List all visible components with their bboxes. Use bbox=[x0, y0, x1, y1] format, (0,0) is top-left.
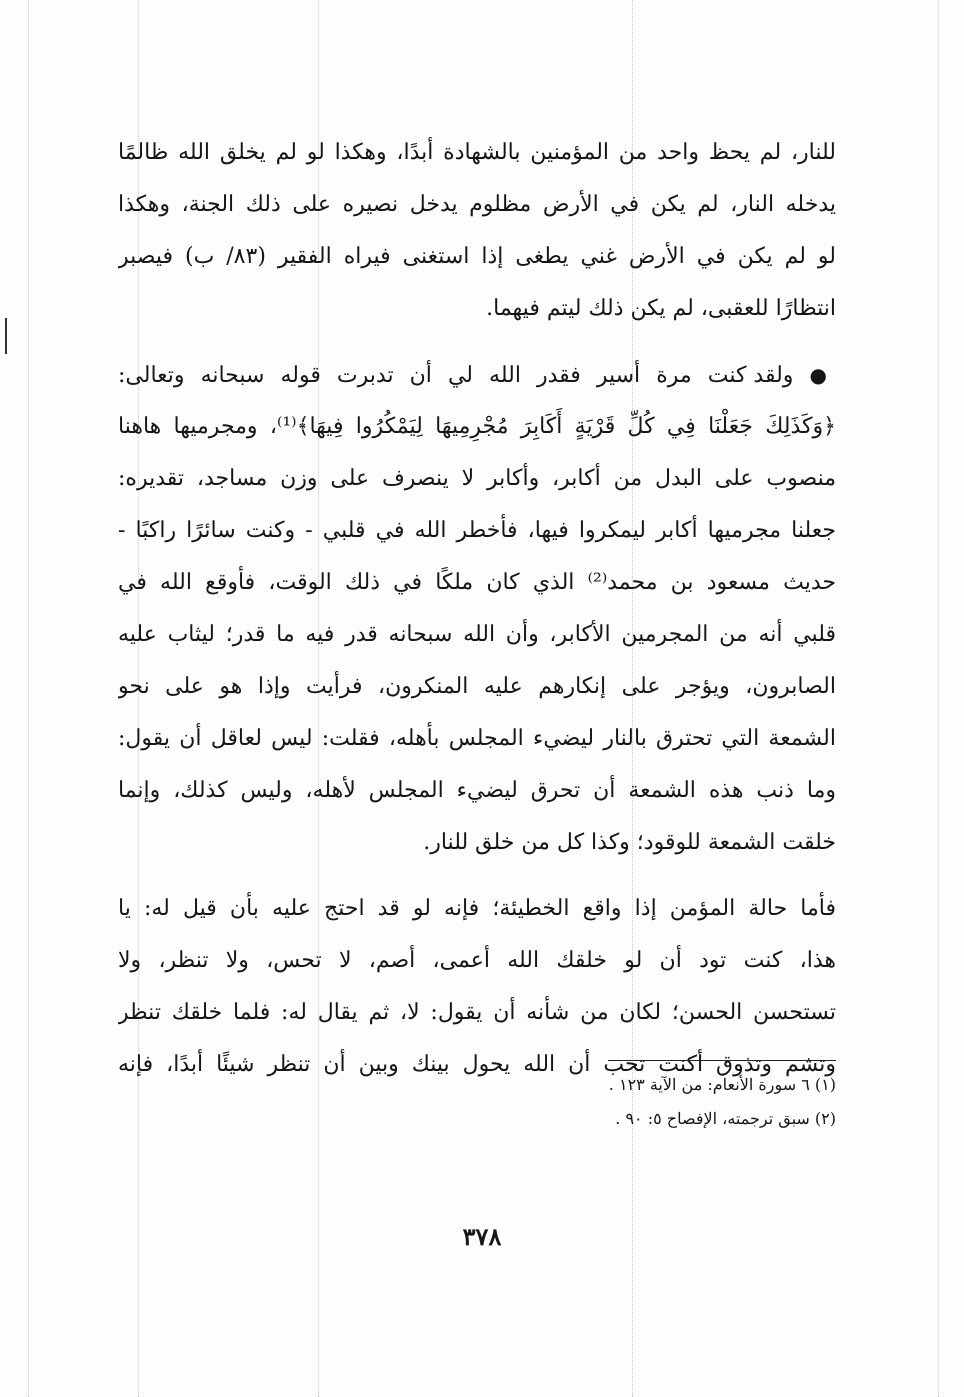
footnote-divider bbox=[608, 1060, 836, 1061]
text-line-content: ولقد كنت مرة أسير فقدر الله لي أن تدبرت قوله سبحانه وتعالى: bbox=[118, 363, 794, 388]
bullet-icon: ● bbox=[809, 363, 836, 387]
text-line: فأما حالة المؤمن إذا واقع الخطيئة؛ فإنه لو قد احتج عليه بأن قيل له: يا bbox=[118, 896, 836, 921]
text-line: الشمعة التي تحترق بالنار ليضيء المجلس بأهله، فقلت: ليس لعاقل أن يقول: bbox=[118, 726, 836, 751]
text-line: تستحسن الحسن؛ لكان من شأنه أن يقول: لا، ثم يقال له: فلما خلقك تنظر bbox=[118, 1000, 836, 1025]
footnotes bbox=[118, 1068, 836, 1136]
text-line: انتظارًا للعقبى، لم يكن ذلك ليتم فيهما. bbox=[486, 296, 836, 321]
text-line: للنار، لم يحظ واحد من المؤمنين بالشهادة أبدًا، وهكذا لو لم يخلق الله ظالمًا bbox=[118, 140, 836, 165]
scan-dotted-line bbox=[28, 0, 29, 1397]
page-number: ٣٧٨ bbox=[462, 1222, 502, 1251]
text-line: جعلنا مجرميها أكابر ليمكروا فيها، فأخطر الله في قلبي - وكنت سائرًا راكبًا - bbox=[118, 518, 836, 543]
text-line: وما ذنب هذه الشمعة أن تحرق ليضيء المجلس لأهله، وليس كذلك، وإنما bbox=[118, 778, 836, 803]
text-line: حديث مسعود بن محمد⁽²⁾ الذي كان ملكًا في ذلك الوقت، فأوقع الله في bbox=[118, 570, 836, 595]
text-line: هذا، كنت تود أن لو خلقك الله أعمى، أصم، لا تحس، ولا تنظر، ولا bbox=[118, 948, 836, 973]
text-line: قلبي أنه من المجرمين الأكابر، وأن الله سبحانه قدر فيه ما قدر؛ ليثاب عليه bbox=[118, 622, 836, 647]
quran-verse-line: ﴿وَكَذَلِكَ جَعَلْنَا فِي كُلِّ قَرْيَةٍ أَكَابِرَ مُجْرِمِيهَا لِيَمْكُرُوا فِيهَا﴾⁽¹⁾، ومجرميها هاهنا bbox=[118, 414, 836, 439]
text-line: خلقت الشمعة للوقود؛ وكذا كل من خلق للنار. bbox=[423, 830, 836, 855]
text-line: وتشم وتذوق أكنت تحب أن الله يحول بينك وبين أن تنظر شيئًا أبدًا، فإنه bbox=[118, 1052, 836, 1077]
footnote: (١) ٦ سورة الأنعام: من الآية ١٢٣ . bbox=[608, 1075, 836, 1094]
text-line bbox=[118, 349, 836, 401]
margin-mark bbox=[5, 318, 7, 354]
main-text bbox=[118, 127, 836, 1091]
text-line: الصابرون، ويؤجر على إنكارهم عليه المنكرون، فرأيت وإذا هو على نحو bbox=[118, 674, 836, 699]
scan-dotted-line bbox=[938, 0, 939, 1397]
footnote: (٢) سبق ترجمته، الإفصاح ٥: ٩٠ . bbox=[615, 1109, 836, 1128]
text-line: يدخله النار، لم يكن في الأرض مظلوم يدخل نصيره على ذلك الجنة، وهكذا bbox=[118, 192, 836, 217]
text-line: لو لم يكن في الأرض غني يطغى إذا استغنى فيراه الفقير (٨٣/ ب) فيصبر bbox=[118, 244, 836, 269]
text-line: منصوب على البدل من أكابر، وأكابر لا ينصرف على وزن مساجد، تقديره: bbox=[118, 466, 836, 491]
